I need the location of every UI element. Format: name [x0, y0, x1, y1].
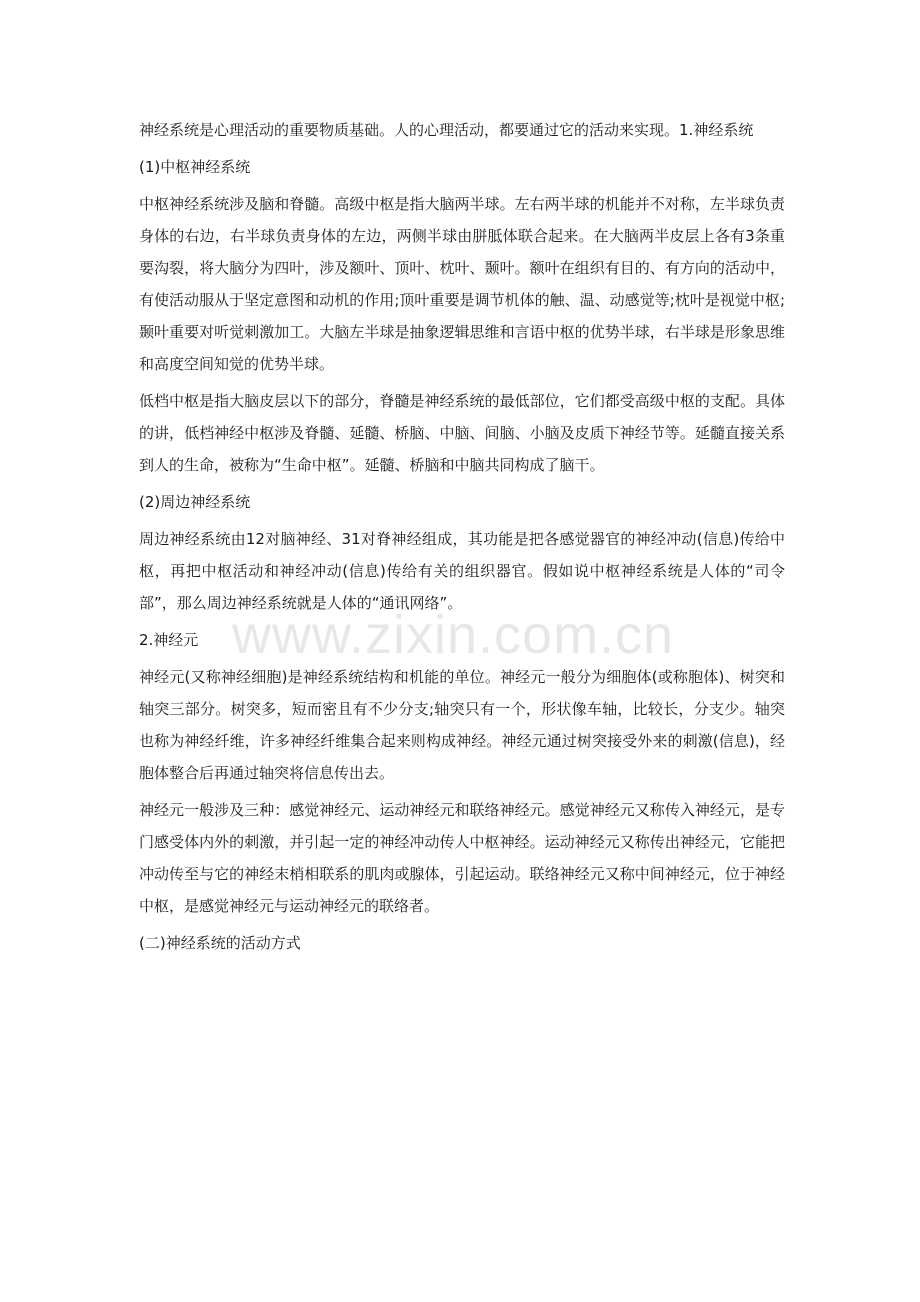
document-body — [139, 114, 785, 959]
heading-peripheral-nervous-system: (2)周边神经系统 — [139, 493, 251, 511]
paragraph-central-1: 中枢神经系统涉及脑和脊髓。高级中枢是指大脑两半球。左右两半球的机能并不对称，左半球负责身体的右边，右半球负责身体的左边，两侧半球由胼胝体联合起来。在大脑两半皮层上各有3条重要沟裂，将大脑分为四叶，涉及额叶、顶叶、枕叶、颞叶。额叶在组织有目的、有方向的活动中，有使活动服从于坚定意图和动机的作用;顶叶重要是调节机体的触、温、动感觉等;枕叶是视觉中枢;颞叶重要对听觉刺激加工。大脑左半球是抽象逻辑思维和言语中枢的优势半球，右半球是形象思维和高度空间知觉的优势半球。 — [139, 195, 785, 373]
paragraph-central-2: 低档中枢是指大脑皮层以下的部分，脊髓是神经系统的最低部位，它们都受高级中枢的支配。具体的讲，低档神经中枢涉及脊髓、延髓、桥脑、中脑、间脑、小脑及皮质下神经节等。延髓直接关系到人的生命，被称为“生命中枢”。延髓、桥脑和中脑共同构成了脑干。 — [139, 392, 785, 474]
heading-neuron: 2.神经元 — [139, 631, 199, 649]
paragraph-neuron-1: 神经元(又称神经细胞)是神经系统结构和机能的单位。神经元一般分为细胞体(或称胞体)、树突和轴突三部分。树突多，短而密且有不少分支;轴突只有一个，形状像车轴，比较长，分支少。轴突也称为神经纤维，许多神经纤维集合起来则构成神经。神经元通过树突接受外来的刺激(信息)，经胞体整合后再通过轴突将信息传出去。 — [139, 668, 785, 782]
paragraph-peripheral: 周边神经系统由12对脑神经、31对脊神经组成，其功能是把各感觉器官的神经冲动(信息)传给中枢，再把中枢活动和神经冲动(信息)传给有关的组织器官。假如说中枢神经系统是人体的“司令部”，那么周边神经系统就是人体的“通讯网络”。 — [139, 530, 785, 612]
intro-paragraph: 神经系统是心理活动的重要物质基础。人的心理活动，都要通过它的活动来实现。1.神经系统 — [139, 121, 754, 139]
heading-activity-mode: (二)神经系统的活动方式 — [139, 934, 301, 952]
heading-central-nervous-system: (1)中枢神经系统 — [139, 158, 251, 176]
paragraph-neuron-2: 神经元一般涉及三种：感觉神经元、运动神经元和联络神经元。感觉神经元又称传入神经元，是专门感受体内外的刺激，并引起一定的神经冲动传人中枢神经。运动神经元又称传出神经元，它能把冲动传至与它的神经末梢相联系的肌肉或腺体，引起运动。联络神经元又称中间神经元，位于神经中枢，是感觉神经元与运动神经元的联络者。 — [139, 801, 785, 915]
watermark-text: www.zixin.com.cn — [232, 605, 675, 665]
